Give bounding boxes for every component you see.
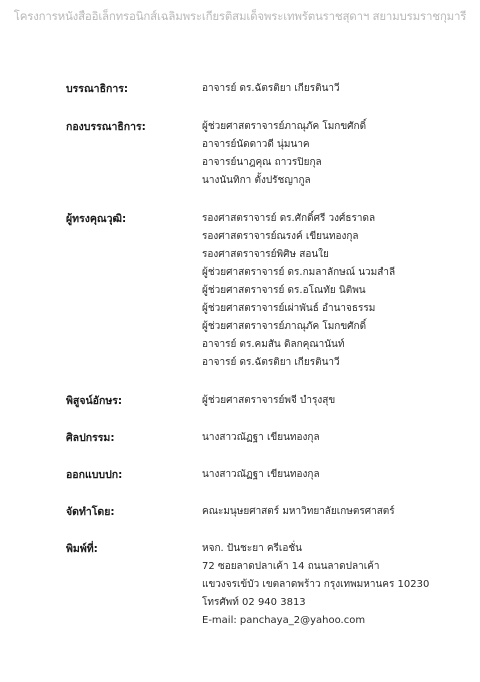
credit-row-artwork (66, 429, 466, 447)
credit-label: กองบรรณาธิการ: (66, 121, 146, 133)
credit-value: อาจารย์นาฎคุณ ถาวรปิยกุล (202, 157, 322, 168)
credit-value: นางสาวณัฏฐา เขียนทองกุล (202, 469, 320, 480)
credit-value: ผู้ช่วยศาสตราจารย์ภาณุภัค โมกขศักดิ์ (202, 121, 367, 132)
credit-label: ออกแบบปก: (66, 469, 123, 481)
credit-row-editor (66, 80, 466, 98)
credit-value: หจก. ปันชะยา ครีเอชั่น (202, 543, 302, 554)
credit-value: ผู้ช่วยศาสตราจารย์ ดร.กมลาลักษณ์ นวมสำลี (202, 267, 396, 278)
credit-value: อาจารย์ ดร.ฉัตรติยา เกียรตินาวี (202, 357, 340, 368)
credit-value: ผู้ช่วยศาสตราจารย์เผ่าพันธ์ อำนาจธรรม (202, 303, 376, 314)
credit-value: โทรศัพท์ 02 940 3813 (202, 597, 306, 608)
credit-value: 72 ซอยลาดปลาเค้า 14 ถนนลาดปลาเค้า (202, 561, 380, 572)
credit-values (202, 118, 466, 190)
credit-value: รองศาสตราจารย์ ดร.ศักดิ์ศรี วงศ์ธราดล (202, 213, 376, 224)
credit-row-cover-design (66, 466, 466, 484)
credit-value: แขวงจรเข้บัว เขตลาดพร้าว กรุงเทพมหานคร 10230 (202, 579, 430, 590)
page-header: โครงการหนังสืออิเล็กทรอนิกส์เฉลิมพระเกียรติสมเด็จพระเทพรัตนราชสุดาฯ สยามบรมราชกุมารี (13, 9, 467, 23)
credit-row-experts (66, 210, 466, 372)
credits-list (66, 80, 466, 630)
credit-values (202, 80, 466, 98)
credit-value: รองศาสตราจารย์ณรงค์ เขียนทองกุล (202, 231, 359, 242)
credit-value: ผู้ช่วยศาสตราจารย์พจี บำรุงสุข (202, 395, 336, 406)
credit-label: จัดทำโดย: (66, 506, 115, 518)
credit-label: บรรณาธิการ: (66, 83, 129, 95)
credit-values (202, 210, 466, 372)
credit-value: ผู้ช่วยศาสตราจารย์ภาณุภัค โมกขศักดิ์ (202, 321, 367, 332)
credit-row-produced-by (66, 503, 466, 521)
credit-value: คณะมนุษยศาสตร์ มหาวิทยาลัยเกษตรศาสตร์ (202, 506, 395, 517)
credit-value: อาจารย์นัดดาวดี นุ่มนาค (202, 139, 310, 150)
credit-value: อาจารย์ ดร.ฉัตรติยา เกียรตินาวี (202, 83, 340, 94)
credit-value: อาจารย์ ดร.คมสัน ดิลกคุณานันท์ (202, 339, 345, 350)
credit-values (202, 466, 466, 484)
credit-row-proofreader (66, 392, 466, 410)
credit-value: E-mail: panchaya_2@yahoo.com (202, 615, 366, 626)
credit-value: นางนันทิกา ตั้งปรัชญากูล (202, 175, 311, 186)
credit-value: นางสาวณัฏฐา เขียนทองกุล (202, 432, 320, 443)
credit-values (202, 540, 466, 630)
credit-values (202, 392, 466, 410)
credit-label: พิมพ์ที่: (66, 543, 98, 555)
credit-value: ผู้ช่วยศาสตราจารย์ ดร.อโณทัย นิติพน (202, 285, 366, 296)
credit-label: พิสูจน์อักษร: (66, 395, 123, 407)
credit-label: ศิลปกรรม: (66, 432, 115, 444)
credit-row-printer (66, 540, 466, 630)
credit-label: ผู้ทรงคุณวุฒิ: (66, 213, 127, 225)
credit-values (202, 503, 466, 521)
credit-value: รองศาสตราจารย์พิศิษ สอนใย (202, 249, 329, 260)
credit-row-editorial-board (66, 118, 466, 190)
credit-values (202, 429, 466, 447)
